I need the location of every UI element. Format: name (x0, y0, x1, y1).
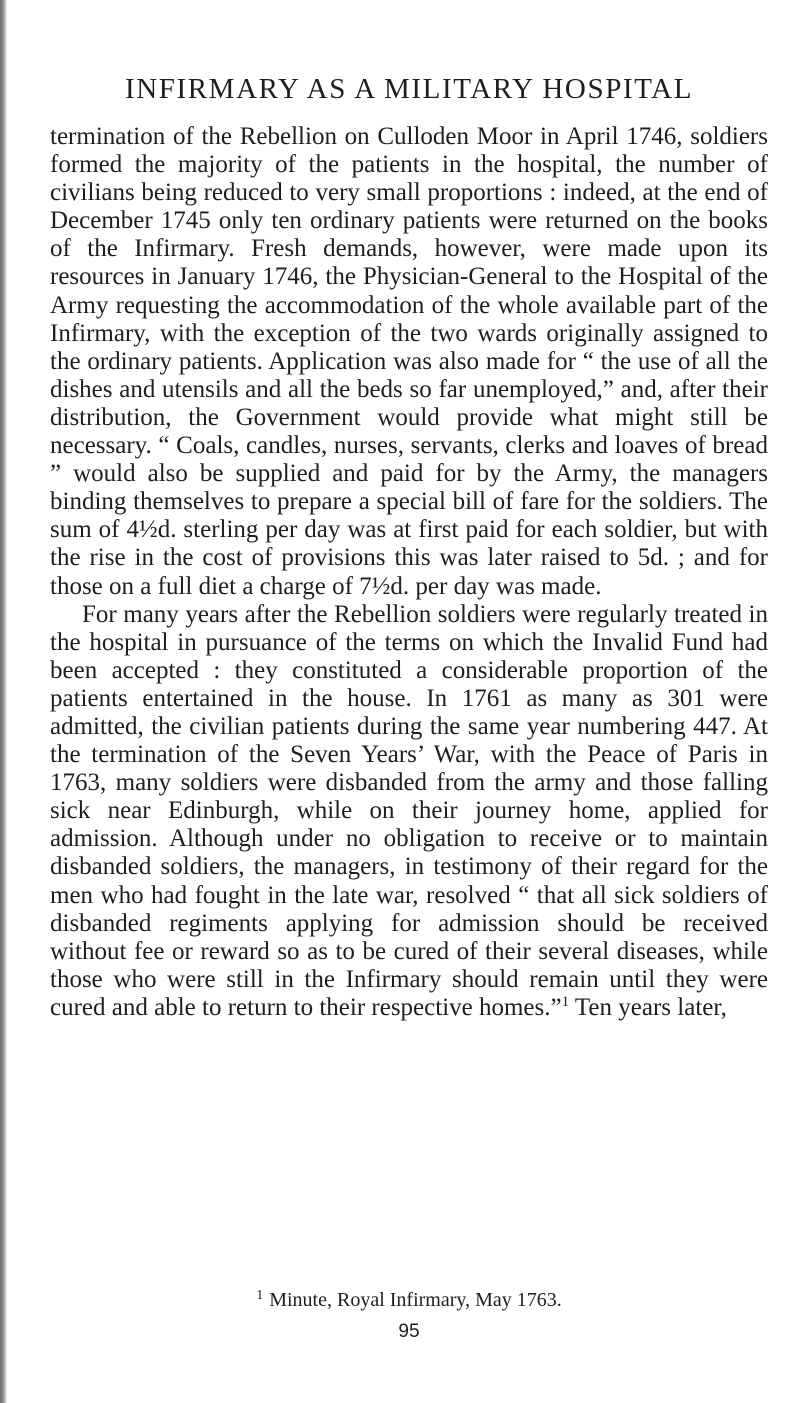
footnote-marker: 1 (256, 1288, 264, 1303)
paragraph-2-continuation: Ten years later, (569, 993, 727, 1021)
paragraph-2 (50, 601, 768, 1022)
footnote-text: Minute, Royal Infirmary, May 1763. (269, 1289, 562, 1311)
running-head: INFIRMARY AS A MILITARY HOSPITAL (124, 73, 694, 105)
paragraph-1: termination of the Rebellion on Culloden Moor in April 1746, soldiers formed the majority of the patients in the hospital, the number of civilians being reduced to very small proportions : indeed, at the end of December 1745 only ten ordinary patients were returned on the books of the Infirmary. Fresh demands, however, were made upon its resources in January 1746, the Physician-General to the Hospital of the Army requesting the accommodation of the whole available part of the Infirmary, with the exception of the two wards originally assigned to the ordinary patients. Application was also made for “ the use of all the dishes and utensils and all the beds so far unemployed,” and, after their distribution, the Government would provide what might still be necessary. “ Coals, candles, nurses, servants, clerks and loaves of bread ” would also be supplied and paid for by the Army, the managers binding themselves to prepare a special bill of fare for the soldiers. The sum of 4½d. sterling per day was at first paid for each soldier, but with the rise in the cost of provisions this was later raised to 5d. ; and for those on a full diet a charge of 7½d. per day was made. (50, 123, 768, 600)
footnote (50, 1288, 768, 1312)
footnote-reference: 1 (561, 993, 570, 1010)
page-number: 95 (398, 1321, 420, 1342)
body-text (50, 123, 768, 1022)
paragraph-2-text: For many years after the Rebellion soldiers were regularly treated in the hospital in pursuance of the terms on which the Invalid Fund had been accepted : they constituted a considerable proportion of the patients entertained in the house. In 1761 as many as 301 were admitted, the civilian patients during the same year numbering 447. At the termination of the Seven Years’ War, with the Peace of Paris in 1763, many soldiers were disbanded from the army and those falling sick near Edinburgh, while on their journey home, applied for admission. Although under no obligation to receive or to maintain disbanded soldiers, the managers, in testimony of their regard for the men who had fought in the late war, resolved “ that all sick soldiers of disbanded regiments applying for admission should be received without fee or reward so as to be cured of their several diseases, while those who were still in the Infirmary should remain until they were cured and able to return to their respective homes.” (50, 600, 768, 1021)
book-page (50, 0, 768, 1403)
scanned-page-edge (0, 0, 7, 1403)
